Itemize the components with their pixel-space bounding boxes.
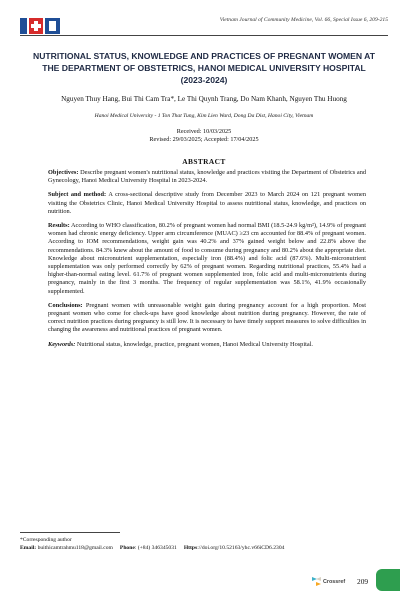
conclusions-text: Pregnant women with unreasonable weight gain during pregnancy account for a high proportion. Most pregnant women who come for check-ups have good knowledge about nutrition during pregnancy. However, the rate of correct nutrition practices during pregnancy is still low. It is necessary to have timely support measures to solve difficulties in changing the awareness and nutritional practices of pregnant women. — [48, 301, 366, 334]
method-text: A cross-sectional descriptive study from December 2023 to March 2024 on 121 pregnant women visiting the Obstetrics Clinic, Hanoi Medical University Hospital to assess nutritional status, knowledge, and practices on nutrition. — [48, 191, 366, 215]
objectives-text: Describe pregnant women's nutritional status, knowledge and practices visiting the Department of Obstetrics and Gynecology, Hanoi Medical University Hospital in 2023-2024. — [48, 169, 366, 185]
crossref-label: Crossref — [323, 578, 346, 585]
abstract-objectives — [48, 169, 366, 185]
footnote — [20, 536, 388, 552]
article-dates — [20, 128, 388, 145]
revised-accepted-date: Revised: 29/03/2025; Accepted: 17/04/2025 — [149, 136, 259, 144]
abstract-results — [48, 222, 366, 296]
email-value[interactable]: buithicamtrahmu118@gmail.com — [37, 545, 113, 551]
keywords-label: Keywords: — [48, 340, 76, 348]
abstract-keywords — [48, 341, 366, 349]
https-label: Https — [183, 545, 198, 551]
email-label: Email: — [20, 545, 37, 551]
phone-value: : (+84) 346345031 — [134, 545, 177, 551]
footnote-divider — [20, 532, 120, 533]
abstract-method — [48, 191, 366, 216]
journal-citation: Vietnam Journal of Community Medicine, Vol. 66, Special Issue 6, 209-215 — [219, 17, 388, 23]
crossref-icon — [312, 577, 321, 586]
green-edge-tab — [376, 569, 400, 591]
received-date: Received: 10/03/2025 — [176, 128, 232, 135]
conclusions-label: Conclusions: — [48, 301, 83, 309]
doi-link[interactable]: ://doi.org/10.52163/yhc.v66iCD6.2304 — [197, 545, 285, 551]
article-title: NUTRITIONAL STATUS, KNOWLEDGE AND PRACTICES OF PREGNANT WOMEN AT THE DEPARTMENT OF OBSTETRICS, HANOI MEDICAL UNIVERSITY HOSPITAL (2023-2024) — [33, 51, 375, 85]
affiliation: Hanoi Medical University - 1 Ton That Tung, Kim Lien Ward, Dong Da Dist, Hanoi City, Vietnam — [94, 113, 314, 119]
method-label: Subject and method: — [48, 191, 107, 199]
contact-line — [20, 544, 388, 552]
header-divider — [20, 35, 388, 36]
abstract-body — [48, 169, 366, 355]
abstract-conclusions — [48, 302, 366, 335]
crossref-badge[interactable] — [312, 577, 345, 586]
results-text: According to WHO classification, 80.2% of pregnant women had normal BMI (18.5-24.9 kg/m²), 14.9% of pregnant women had chronic energy deficiency. Upper arm circumference (MUAC) ≥23 cm accounted for 88.4% of pregnant women. According to IOM recommendations, weight gain was 40.2% and 37% gained weight below and 22.8% above the recommendations. 84.3% knew about the amount of food to consume during pregnancy and 80.2% about the appropriate diet. Knowledge about micronutrient supplementation, especially iron (88.4%) and folic acid (87.6%). Multi-micronutrient supplementation was only performed correctly by 62% of pregnant women. Regarding nutritional practices, 55.4% had a higher-than-normal eating level. 61.7% of pregnant women supplemented iron, folic acid and multi-micronutrients during pregnancy, mainly in the first 3 months. The frequency of regular supplementation was 58.1%, 41.9% occasionally supplemented. — [48, 222, 366, 295]
objectives-label: Objectives: — [48, 169, 79, 176]
keywords-text: Nutritional status, knowledge, practice, pregnant women, Hanoi Medical University Hospital. — [76, 340, 313, 348]
results-label: Results: — [48, 222, 70, 230]
author-list: Nguyen Thuy Hang, Bui Thi Cam Tra*, Le Thi Quynh Trang, Do Nam Khanh, Nguyen Thu Huong — [61, 95, 347, 103]
abstract-heading: ABSTRACT — [182, 157, 226, 166]
corresponding-author-note: *Corresponding author — [20, 537, 72, 543]
phone-label: Phone — [119, 545, 135, 551]
journal-logo — [20, 18, 60, 34]
page-number: 209 — [357, 577, 369, 586]
